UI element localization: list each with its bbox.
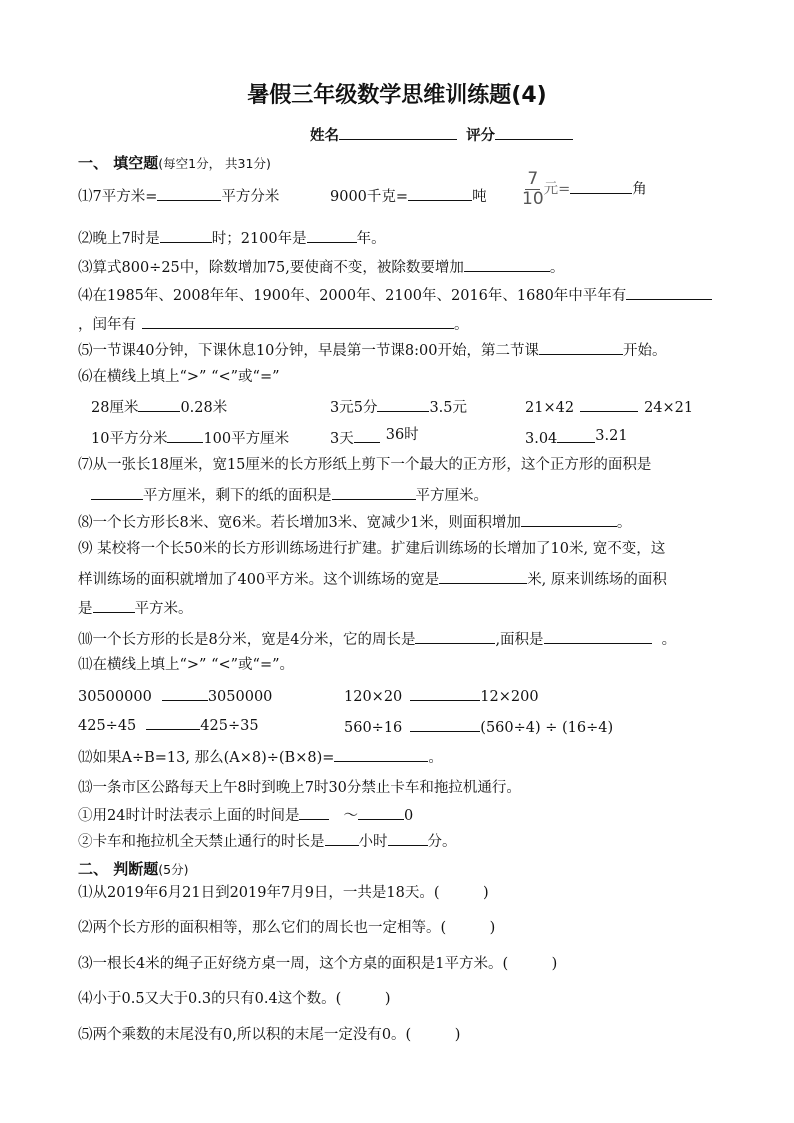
judge-item-2[interactable]: ⑵两个长方形的面积相等，那么它们的周长也一定相等。( ): [78, 920, 496, 936]
q6-r2-b: [330, 427, 419, 449]
score-blank[interactable]: [495, 124, 573, 140]
q2-b-text: 时；2100年是: [211, 231, 307, 247]
judge-item-1[interactable]: ⑴从2019年6月21日到2019年7月9日，一共是18天。( ): [78, 885, 489, 901]
q7-b-text: 平方厘米，剩下的纸的面积是: [143, 488, 332, 504]
student-info-line: [310, 124, 573, 146]
q11-r1b-right: 12×200: [480, 689, 539, 705]
q7-c-text: 平方厘米。: [415, 488, 488, 504]
q6-r1c-blank[interactable]: [580, 396, 638, 412]
q9-e-text: 平方米。: [134, 601, 193, 617]
name-label: 姓名: [310, 128, 339, 144]
q12-text: ⑿如果A÷B=13, 那么(A×8)÷(B×8)=: [78, 750, 335, 766]
q8: [78, 511, 631, 533]
q13-blank-2[interactable]: [358, 804, 404, 820]
section1-note: (每空1分， 共31分): [158, 156, 271, 171]
q13-part1: [78, 804, 413, 826]
q6-r2a-left: 10平方分米: [91, 431, 168, 447]
q13-stem: ⒀一条市区公路每天上午8时到晚上7时30分禁止卡车和拖拉机通行。: [78, 780, 521, 796]
q6-intro: ⑹在横线上填上“>” “<”或“=”: [78, 369, 280, 385]
section1-title: 一、 填空题: [78, 154, 159, 172]
q4-b-text: ，闰年有: [78, 317, 136, 333]
q6-r2b-blank[interactable]: [354, 427, 380, 443]
q6-r2b-right: 36时: [385, 427, 419, 443]
q13-c2-text: 小时: [358, 834, 388, 850]
q11-r1a-blank[interactable]: [162, 685, 208, 701]
q11-r2b-left: 560÷16: [344, 720, 403, 736]
judge-item-3[interactable]: ⑶一根长4米的绳子正好绕方桌一周，这个方桌的面积是1平方米。( ): [78, 956, 558, 972]
name-blank[interactable]: [339, 124, 457, 140]
q10-end: 。: [661, 632, 677, 648]
q13-blank-3[interactable]: [325, 830, 359, 846]
page-title: 暑假三年级数学思维训练题(4): [247, 83, 547, 108]
q10-blank-1[interactable]: [415, 628, 495, 644]
q5: [78, 339, 666, 361]
q9-line3: [78, 597, 193, 619]
q13-blank-1[interactable]: [299, 804, 329, 820]
q6-r1b-blank[interactable]: [377, 396, 429, 412]
q1-part-a: [78, 185, 279, 207]
q6-r2b-left: 3天: [330, 431, 354, 447]
q6-r1b-right: 3.5元: [429, 400, 468, 416]
q8-text: ⑻一个长方形长8米、宽6米。若长增加3米、宽减少1米，则面积增加: [78, 515, 521, 531]
q1-part-b: [330, 185, 487, 207]
q11-r1b-left: 120×20: [344, 689, 403, 705]
q9-line1: ⑼ 某校将一个长50米的长方形训练场进行扩建。扩建后训练场的长增加了10米, 宽不变，这: [78, 541, 666, 557]
q13-b1-text: ①用24时计时法表示上面的时间是: [78, 808, 300, 824]
q9-line2: [78, 568, 667, 590]
q5-blank[interactable]: [539, 339, 623, 355]
q3-end: 。: [549, 260, 565, 276]
q6-r2a-blank[interactable]: [167, 427, 203, 443]
q7-line2: [91, 484, 488, 506]
q10-text: ⑽一个长方形的长是8分米，宽是4分米，它的周长是: [78, 632, 416, 648]
section2-note: (5分): [158, 862, 189, 877]
q4-line1: [78, 284, 712, 306]
q12-end: 。: [428, 750, 443, 766]
q6-r2a-right: 100平方厘米: [203, 431, 290, 447]
section2-title: 二、 判断题: [78, 860, 159, 878]
q1-b-blank[interactable]: [408, 185, 472, 201]
q11-r2b-blank[interactable]: [410, 716, 480, 732]
q11-r2-b: [344, 716, 613, 738]
q4-blank-2[interactable]: [142, 313, 454, 329]
q9-b-text: 样训练场的面积就增加了400平方米。这个训练场的宽是: [78, 572, 440, 588]
q11-r2a-right: 425÷35: [200, 718, 259, 734]
q8-blank[interactable]: [521, 511, 617, 527]
q11-intro: ⑾在横线上填上“>” “<”或“=”。: [78, 657, 295, 673]
q1-b-text: 9000千克=: [330, 189, 409, 205]
q6-r2-c: [525, 427, 628, 449]
q9-blank-2[interactable]: [93, 597, 135, 613]
q1-a-unit: 平方分米: [221, 189, 280, 205]
q5-end: 开始。: [622, 343, 667, 359]
q6-r1c-right: 24×21: [644, 400, 694, 416]
q13-part2: [78, 830, 457, 852]
q4-end: 。: [454, 317, 469, 333]
q1-a-blank[interactable]: [157, 185, 221, 201]
q9-c-text: 米, 原来训练场的面积: [527, 572, 667, 588]
q7-blank-1[interactable]: [91, 484, 143, 500]
q6-r2-a: [91, 427, 289, 449]
q9-blank-1[interactable]: [439, 568, 527, 584]
q10-blank-2[interactable]: [544, 628, 652, 644]
q1-c-blank[interactable]: [570, 178, 632, 194]
q11-r1b-blank[interactable]: [410, 685, 480, 701]
q10: [78, 628, 676, 650]
q9-d-text: 是: [78, 601, 93, 617]
q1-a-text: ⑴7平方米=: [78, 189, 158, 205]
fraction-seven-tenths: [522, 170, 544, 209]
q2-blank-1[interactable]: [160, 227, 212, 243]
q8-end: 。: [616, 515, 632, 531]
q13-b3-text: 0: [403, 808, 414, 824]
judge-item-5[interactable]: ⑸两个乘数的末尾没有0,所以积的末尾一定没有0。( ): [78, 1027, 461, 1043]
q6-r2c-right: 3.21: [595, 428, 628, 444]
q2-c-text: 年。: [356, 231, 386, 247]
q6-r1a-left: 28厘米: [91, 400, 139, 416]
q13-blank-4[interactable]: [388, 830, 428, 846]
fraction-numerator: 7: [527, 169, 539, 189]
q7-blank-2[interactable]: [332, 484, 416, 500]
q13-c1-text: ②卡车和拖拉机全天禁止通行的时长是: [78, 834, 325, 850]
q1-c-unit: 角: [632, 181, 647, 198]
q2-blank-2[interactable]: [307, 227, 357, 243]
q6-r1-a: [91, 396, 227, 418]
q6-r1a-right: 0.28米: [180, 400, 228, 416]
q6-r2c-left: 3.04: [525, 431, 558, 447]
q3-text: ⑶算式800÷25中，除数增加75,要使商不变，被除数要增加: [78, 260, 464, 276]
q2: [78, 227, 386, 249]
q11-r2a-blank[interactable]: [146, 714, 200, 730]
q4-line2: [78, 313, 469, 335]
q7-line1: ⑺从一张长18厘米，宽15厘米的长方形纸上剪下一个最大的正方形，这个正方形的面积是: [78, 457, 652, 473]
q12-blank[interactable]: [334, 746, 428, 762]
q1-part-c: [522, 170, 647, 209]
q4-blank-1[interactable]: [626, 284, 712, 300]
q11-r2b-right: (560÷4) ÷ (16÷4): [480, 720, 614, 736]
q11-r1-b: [344, 685, 539, 707]
q11-r1a-left: 30500000: [78, 689, 152, 705]
q1-b-unit: 吨: [472, 189, 487, 205]
q11-r1-a: [78, 685, 272, 707]
q11-r1a-right: 3050000: [207, 689, 273, 705]
section1-heading: [78, 152, 271, 173]
q6-r1-c: [525, 396, 693, 418]
q6-r1a-blank[interactable]: [138, 396, 180, 412]
q10-b-text: ,面积是: [495, 632, 544, 648]
q5-text: ⑸一节课40分钟，下课休息10分钟，早晨第一节课8:00开始，第二节课: [78, 343, 539, 359]
q3-blank[interactable]: [464, 256, 550, 272]
q6-r1b-left: 3元5分: [330, 400, 378, 416]
q13-c3-text: 分。: [427, 834, 457, 850]
q3: [78, 256, 564, 278]
section2-heading: [78, 858, 188, 879]
q11-r2-a: [78, 714, 259, 736]
judge-item-4[interactable]: ⑷小于0.5又大于0.3的只有0.4这个数。( ): [78, 991, 391, 1007]
q1-c-unit-pre: 元=: [543, 181, 571, 198]
score-label: 评分: [466, 128, 496, 144]
q13-tilde: ～: [343, 808, 358, 824]
q6-r1-b: [330, 396, 467, 418]
q6-r2c-blank[interactable]: [557, 427, 595, 443]
q12: [78, 746, 443, 768]
q6-r1c-left: 21×42: [525, 400, 575, 416]
q4-text: ⑷在1985年、2008年年、1900年、2000年、2100年、2016年、1680年中平年有: [78, 288, 627, 304]
q2-a-text: ⑵晚上7时是: [78, 231, 160, 247]
q11-r2a-left: 425÷45: [78, 718, 137, 734]
fraction-denominator: 10: [522, 189, 544, 209]
